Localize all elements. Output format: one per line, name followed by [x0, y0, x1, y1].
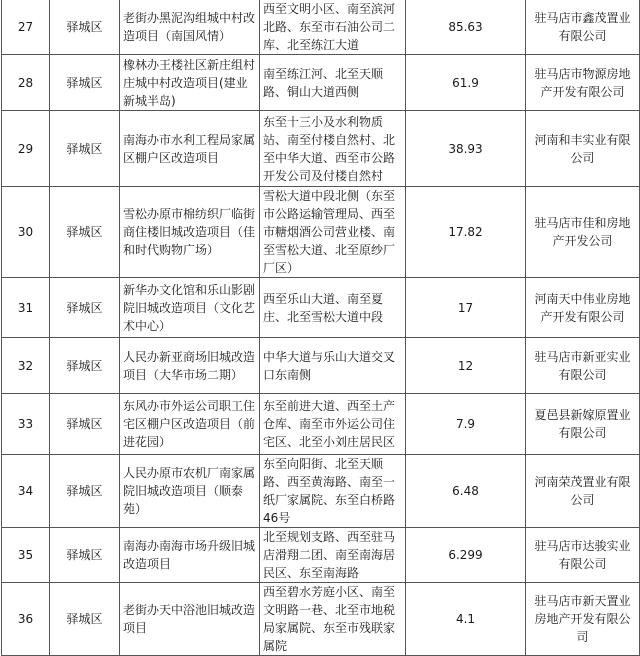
row-number: 27 [2, 0, 50, 55]
developer-cell: 河南天中伟业房地产开发有限公司 [526, 278, 640, 338]
table-row [2, 0, 640, 55]
table-row [2, 55, 640, 111]
project-name-cell: 新华办文化馆和乐山影剧院旧城改造项目（文化艺术中心） [120, 278, 260, 338]
location-cell: 西至碧水芳庭小区、南至文明路一巷、北至市地税局家属院、东至市残联家属院 [260, 583, 406, 656]
table-row [2, 187, 640, 278]
location-cell: 西至文明小区、南至滨河北路、东至市石油公司二库、北至练江大道 [260, 0, 406, 55]
row-number: 28 [2, 55, 50, 111]
row-number: 30 [2, 187, 50, 278]
project-name-cell: 雪松办原市棉纺织厂临街商住楼旧城改造项目（佳和时代购物广场） [120, 187, 260, 278]
row-number: 36 [2, 583, 50, 656]
location-cell: 东至向阳街、北至天顺路、西至黄海路、南至一纸厂家属院、东至白桥路46号 [260, 455, 406, 528]
district-cell: 驿城区 [50, 0, 120, 55]
row-number: 32 [2, 338, 50, 394]
table-row [2, 528, 640, 583]
district-cell: 驿城区 [50, 528, 120, 583]
project-table [1, 0, 640, 656]
area-cell: 85.63 [406, 0, 526, 55]
project-name-cell: 橡林办王楼社区新庄组村庄城中村改造项目(建业新城半岛) [120, 55, 260, 111]
location-cell: 南至练江河、北至天顺路、铜山大道西侧 [260, 55, 406, 111]
table-row [2, 394, 640, 455]
location-cell: 东至前进大道、西至土产仓库、南至市外运公司住宅区、北至小刘庄居民区 [260, 394, 406, 455]
table-row [2, 455, 640, 528]
area-cell: 38.93 [406, 111, 526, 187]
table-row [2, 278, 640, 338]
developer-cell: 河南和丰实业有限公司 [526, 111, 640, 187]
district-cell: 驿城区 [50, 111, 120, 187]
location-cell: 东至十三小及水利物质站、南至付楼自然村、北至中华大道、西至市公路开发公司及付楼自然村 [260, 111, 406, 187]
project-name-cell: 老街办黑泥沟组城中村改造项目（南国风情） [120, 0, 260, 55]
project-name-cell: 人民办新亚商场旧城改造项目（大华市场二期） [120, 338, 260, 394]
location-cell: 雪松大道中段北侧（东至市公路运输管理局、西至市糖烟酒公司营业楼、南至雪松大道、北至原纱厂厂区） [260, 187, 406, 278]
area-cell: 6.48 [406, 455, 526, 528]
table-row [2, 338, 640, 394]
developer-cell: 河南荣茂置业有限公司 [526, 455, 640, 528]
area-cell: 12 [406, 338, 526, 394]
developer-cell: 夏邑县新嫁原置业有限公司 [526, 394, 640, 455]
row-number: 34 [2, 455, 50, 528]
row-number: 35 [2, 528, 50, 583]
location-cell: 北至规划支路、西至驻马店滑翔二团、南至南海居民区、东至南海路 [260, 528, 406, 583]
row-number: 33 [2, 394, 50, 455]
area-cell: 17 [406, 278, 526, 338]
project-name-cell: 老街办天中浴池旧城改造项目 [120, 583, 260, 656]
district-cell: 驿城区 [50, 583, 120, 656]
area-cell: 7.9 [406, 394, 526, 455]
location-cell: 西至乐山大道、南至夏庄、北至雪松大道中段 [260, 278, 406, 338]
developer-cell: 驻马店市鑫茂置业有限公司 [526, 0, 640, 55]
row-number: 29 [2, 111, 50, 187]
developer-cell: 驻马店市新亚实业有限公司 [526, 338, 640, 394]
area-cell: 61.9 [406, 55, 526, 111]
row-number: 31 [2, 278, 50, 338]
district-cell: 驿城区 [50, 338, 120, 394]
district-cell: 驿城区 [50, 278, 120, 338]
area-cell: 17.82 [406, 187, 526, 278]
developer-cell: 驻马店市新天置业房地产开发有限公司 [526, 583, 640, 656]
district-cell: 驿城区 [50, 187, 120, 278]
project-name-cell: 人民办原市农机厂南家属院旧城改造项目（顺泰苑） [120, 455, 260, 528]
table-row [2, 583, 640, 656]
developer-cell: 驻马店市佳和房地产开发公司 [526, 187, 640, 278]
district-cell: 驿城区 [50, 455, 120, 528]
project-name-cell: 南海办南海市场升级旧城改造项目 [120, 528, 260, 583]
location-cell: 中华大道与乐山大道交叉口东南侧 [260, 338, 406, 394]
developer-cell: 驻马店市达骏实业有限公司 [526, 528, 640, 583]
area-cell: 4.1 [406, 583, 526, 656]
district-cell: 驿城区 [50, 55, 120, 111]
developer-cell: 驻马店市物源房地产开发有限公司 [526, 55, 640, 111]
area-cell: 6.299 [406, 528, 526, 583]
table-row [2, 111, 640, 187]
project-name-cell: 南海办市水利工程局家属区棚户区改造项目 [120, 111, 260, 187]
project-name-cell: 东风办市外运公司职工住宅区棚户区改造项目（前进花园） [120, 394, 260, 455]
district-cell: 驿城区 [50, 394, 120, 455]
